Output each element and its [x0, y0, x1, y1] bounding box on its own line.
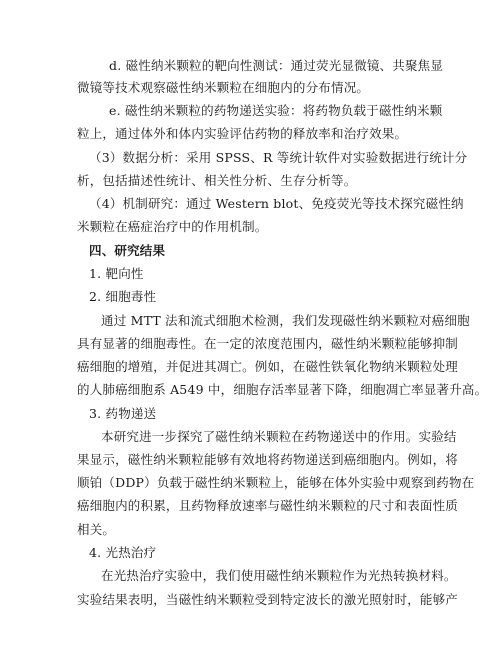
text-line: 米颗粒在癌症治疗中的作用机制。: [77, 219, 268, 234]
text-line: （3）数据分析：采用 SPSS、R 等统计软件对实验数据进行统计分: [89, 150, 468, 165]
text-line: 微镜等技术观察磁性纳米颗粒在细胞内的分布情况。: [77, 80, 370, 95]
subsection-heading: 1. 靶向性: [89, 266, 144, 281]
text-line: 实验结果表明，当磁性纳米颗粒受到特定波长的激光照射时，能够产: [77, 592, 459, 607]
subsection-heading: 2. 细胞毒性: [89, 289, 157, 304]
text-line: 在光热治疗实验中，我们使用磁性纳米颗粒作为光热转换材料。: [101, 568, 457, 583]
text-line: d. 磁性纳米颗粒的靶向性测试：通过荧光显微镜、共聚焦显: [109, 58, 444, 73]
text-line: 具有显著的细胞毒性。在一定的浓度范围内，磁性纳米颗粒能够抑制: [77, 336, 459, 351]
text-line: 的人肺癌细胞系 A549 中，细胞存活率显著下降，细胞凋亡率显著升高。: [77, 382, 488, 397]
section-heading: 四、研究结果: [89, 243, 166, 258]
text-line: 粒上，通过体外和体内实验评估药物的释放率和治疗效果。: [77, 126, 408, 141]
text-line: （4）机制研究：通过 Western blot、免疫荧光等技术探究磁性纳: [89, 196, 464, 211]
text-line: 果显示，磁性纳米颗粒能够有效地将药物递送到癌细胞内。例如，将: [77, 452, 459, 467]
text-line: e. 磁性纳米颗粒的药物递送实验：将药物负载于磁性纳米颗: [109, 103, 443, 118]
text-line: 癌细胞内的积累，且药物释放速率与磁性纳米颗粒的尺寸和表面性质: [77, 498, 459, 513]
text-line: 析，包括描述性统计、相关性分析、生存分析等。: [77, 173, 357, 188]
text-line: 癌细胞的增殖，并促进其凋亡。例如，在磁性铁氧化物纳米颗粒处理: [77, 359, 459, 374]
text-line: 相关。: [77, 522, 116, 537]
text-line: 顺铂（DDP）负载于磁性纳米颗粒上，能够在体外实验中观察到药物在: [77, 475, 475, 490]
text-line: 本研究进一步探究了磁性纳米颗粒在药物递送中的作用。实验结: [101, 429, 457, 444]
text-line: 通过 MTT 法和流式细胞术检测，我们发现磁性纳米颗粒对癌细胞: [101, 313, 470, 328]
subsection-heading: 4. 光热治疗: [89, 545, 157, 560]
subsection-heading: 3. 药物递送: [89, 406, 157, 421]
